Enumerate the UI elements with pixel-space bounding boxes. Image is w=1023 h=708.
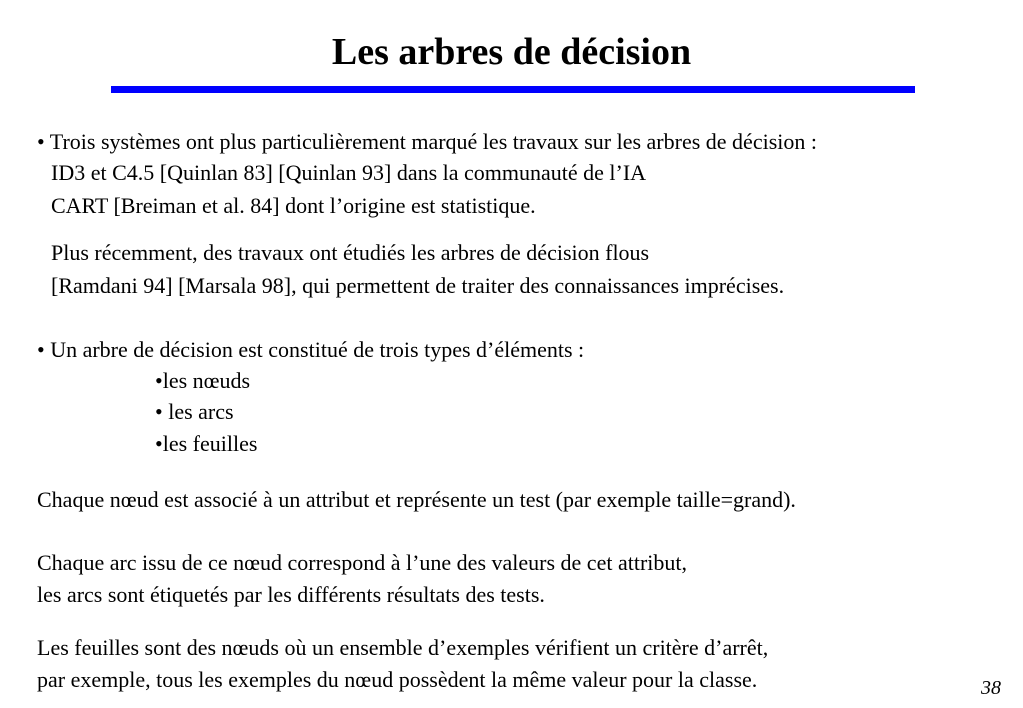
bullet-systems-id3: ID3 et C4.5 [Quinlan 83] [Quinlan 93] dans la communauté de l’IA (51, 160, 647, 185)
paragraph-arc-line1: Chaque arc issu de ce nœud correspond à l’une des valeurs de cet attribut, (37, 550, 687, 575)
paragraph-feuilles-line2: par exemple, tous les exemples du nœud possèdent la même valeur pour la classe. (37, 667, 758, 692)
paragraph-noeud: Chaque nœud est associé à un attribut et représente un test (par exemple taille=grand). (37, 487, 796, 512)
sub-item-feuilles: •les feuilles (155, 431, 258, 456)
bullet-systems-fuzzy: Plus récemment, des travaux ont étudiés les arbres de décision flous (51, 240, 650, 265)
paragraph-arc-line2: les arcs sont étiquetés par les différents résultats des tests. (37, 582, 545, 607)
sub-item-noeuds: •les nœuds (155, 368, 251, 393)
title-underline (111, 86, 915, 93)
bullet-systems-refs: [Ramdani 94] [Marsala 98], qui permettent de traiter des connaissances imprécises. (51, 273, 785, 298)
paragraph-feuilles-line1: Les feuilles sont des nœuds où un ensemble d’exemples vérifient un critère d’arrêt, (37, 635, 769, 660)
slide-title: Les arbres de décision (331, 31, 692, 73)
bullet-systems-cart: CART [Breiman et al. 84] dont l’origine est statistique. (51, 193, 536, 218)
bullet-elements-intro: • Un arbre de décision est constitué de trois types d’éléments : (37, 337, 585, 362)
bullet-systems-intro: • Trois systèmes ont plus particulièrement marqué les travaux sur les arbres de décision : (37, 129, 817, 154)
page-number: 38 (981, 677, 1001, 699)
sub-item-arcs: • les arcs (155, 399, 234, 424)
